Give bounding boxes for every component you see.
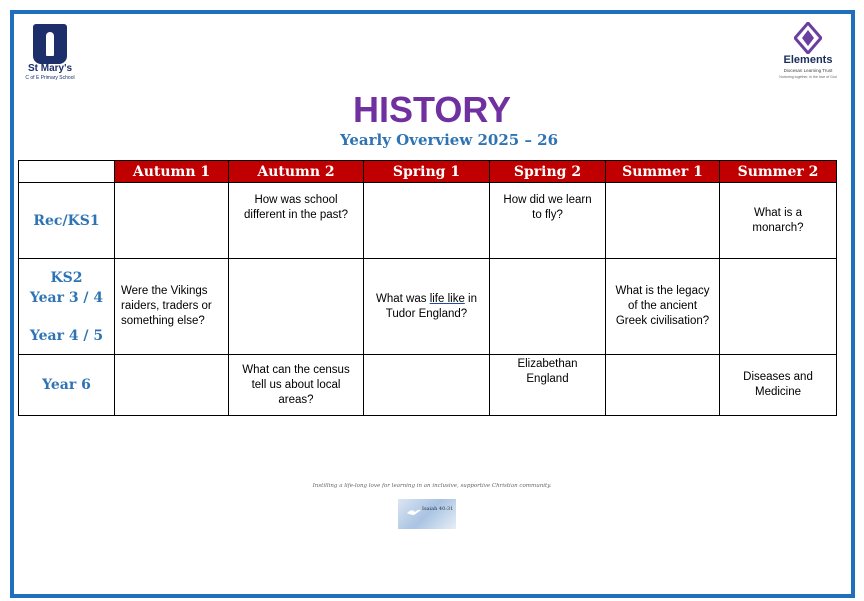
table-cell: [364, 183, 490, 259]
row-heading-line: Year 3 / 4: [29, 289, 104, 306]
header-autumn-1: Autumn 1: [115, 161, 229, 183]
trust-diamond-icon: [794, 22, 822, 54]
table-cell: What can the census tell us about local areas?: [229, 355, 364, 416]
table-cell: [115, 355, 229, 416]
table-cell: How did we learn to fly?: [490, 183, 606, 259]
trust-subtitle: Diocesan Learning Trust: [783, 68, 833, 73]
page-subtitle: Yearly Overview 2025 – 26: [339, 131, 559, 149]
row-heading-line: Year 4 / 5: [29, 327, 104, 344]
table-cell: Diseases and Medicine: [720, 355, 837, 416]
trust-logo: [774, 22, 842, 84]
table-cell: What is a monarch?: [720, 183, 837, 259]
table-row: [19, 183, 837, 259]
school-subtitle: C of E Primary School: [25, 75, 75, 81]
header-spring-2: Spring 2: [490, 161, 606, 183]
school-crest-icon: [33, 24, 67, 64]
header-spring-1: Spring 1: [364, 161, 490, 183]
trust-name: Elements: [783, 54, 833, 66]
page-title: HISTORY: [352, 89, 512, 130]
overview-table: [18, 160, 837, 416]
table-row: [19, 259, 837, 355]
table-header-row: [19, 161, 837, 183]
table-cell: [364, 355, 490, 416]
table-cell: [606, 355, 720, 416]
table-cell: Were the Vikings raiders, traders or something else?: [115, 259, 229, 355]
table-cell: What is the legacy of the ancient Greek civilisation?: [606, 259, 720, 355]
row-heading-ks2: [19, 259, 115, 355]
header-autumn-2: Autumn 2: [229, 161, 364, 183]
school-name: St Mary's: [27, 63, 73, 74]
table-cell: [490, 259, 606, 355]
verse-image: [398, 499, 456, 529]
table-cell: [720, 259, 837, 355]
table-cell: How was school different in the past?: [229, 183, 364, 259]
table-cell: Elizabethan England: [490, 355, 606, 416]
cell-text: in Tudor England?: [385, 292, 477, 320]
row-heading-rec-ks1: Rec/KS1: [19, 183, 115, 259]
table-cell: [229, 259, 364, 355]
footer-motto: Instilling a life-long love for learning in an inclusive, supportive Christian community.: [312, 483, 552, 489]
verse-reference: Isaiah 40:31: [422, 506, 454, 512]
trust-tagline: Nurturing together, in the love of God: [779, 75, 837, 79]
school-logo: [22, 24, 78, 84]
header-summer-1: Summer 1: [606, 161, 720, 183]
table-row: [19, 355, 837, 416]
header-summer-2: Summer 2: [720, 161, 837, 183]
cell-text: What was: [376, 292, 430, 305]
table-cell: [364, 259, 490, 355]
table-cell: [115, 183, 229, 259]
row-heading-year-6: Year 6: [19, 355, 115, 416]
row-heading-line: KS2: [50, 269, 83, 286]
dove-icon: [406, 507, 422, 517]
table-cell: [606, 183, 720, 259]
cell-text: life like: [429, 292, 465, 305]
header-corner: [19, 161, 115, 183]
